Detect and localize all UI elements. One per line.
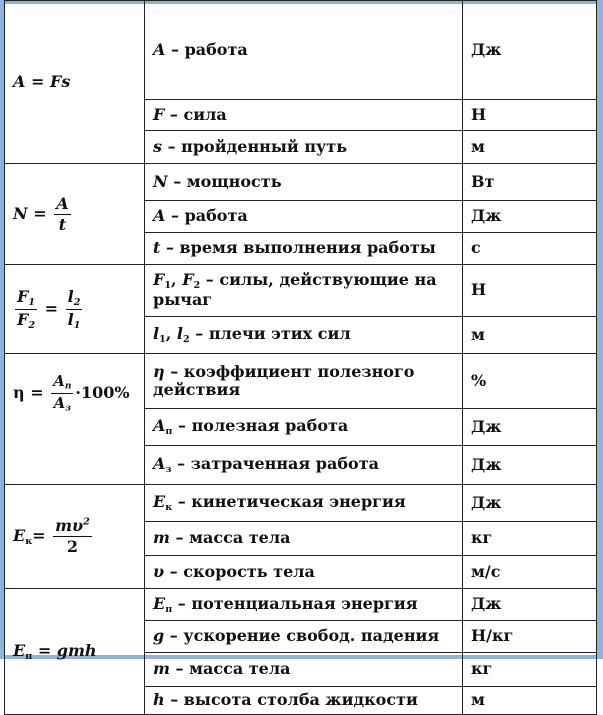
row-unit: Дж — [463, 446, 597, 485]
row-description: η – коэффициент полезного действия — [145, 354, 463, 409]
row-description: $l_1$, $l_2$ – плечи этих сил — [145, 317, 463, 354]
formula-kinetic-energy: $E_к=$ $\frac{m\upsilon^2}{2}$ — [5, 485, 145, 589]
row-description: g – ускорение свобод. падения — [145, 621, 463, 653]
formula-potential-energy: $E_п$ = gmh — [5, 589, 145, 715]
formula-lever: $\frac{F_1}{F_2}$ = $\frac{l_2}{l_1}$ — [5, 265, 145, 354]
row-unit: Дж — [463, 201, 597, 233]
row-unit: Н — [463, 265, 597, 317]
row-unit: кг — [463, 522, 597, 556]
table-row — [5, 485, 597, 522]
row-unit: Н — [463, 100, 597, 131]
row-description: N – мощность — [145, 164, 463, 201]
table-row — [5, 589, 597, 621]
row-unit: Дж — [463, 409, 597, 446]
row-unit: м/с — [463, 556, 597, 589]
formula-table — [4, 0, 597, 715]
row-unit: Дж — [463, 589, 597, 621]
formula-efficiency: η = $\frac{A_п}{A_з}$ ·100% — [5, 354, 145, 485]
row-unit: с — [463, 233, 597, 265]
row-description: h – высота столба жидкости — [145, 687, 463, 715]
row-description: t – время выполнения работы — [145, 233, 463, 265]
row-description: A – работа — [145, 1, 463, 100]
row-description: $F_1$, $F_2$ – силы, действующие на рычаг — [145, 265, 463, 317]
row-unit: Дж — [463, 485, 597, 522]
row-description: $E_п$ – потенциальная энергия — [145, 589, 463, 621]
row-unit: Дж — [463, 1, 597, 100]
row-description: υ – скорость тела — [145, 556, 463, 589]
row-description: A – работа — [145, 201, 463, 233]
row-description: $A_з$ – затраченная работа — [145, 446, 463, 485]
formula-work: A = Fs — [5, 1, 145, 164]
row-description: F – сила — [145, 100, 463, 131]
row-unit: Вт — [463, 164, 597, 201]
row-unit: м — [463, 317, 597, 354]
table-row — [5, 164, 597, 201]
table-row — [5, 1, 597, 100]
row-unit: Н/кг — [463, 621, 597, 653]
row-description: m – масса тела — [145, 653, 463, 687]
row-unit: кг — [463, 653, 597, 687]
table-row — [5, 265, 597, 317]
row-description: s – пройденный путь — [145, 131, 463, 164]
row-description: $A_п$ – полезная работа — [145, 409, 463, 446]
table-row — [5, 354, 597, 409]
row-description: m – масса тела — [145, 522, 463, 556]
row-description: $E_к$ – кинетическая энергия — [145, 485, 463, 522]
formula-power: N = $\frac{A}{t}$ — [5, 164, 145, 265]
row-unit: м — [463, 131, 597, 164]
row-unit: % — [463, 354, 597, 409]
row-unit: м — [463, 687, 597, 715]
